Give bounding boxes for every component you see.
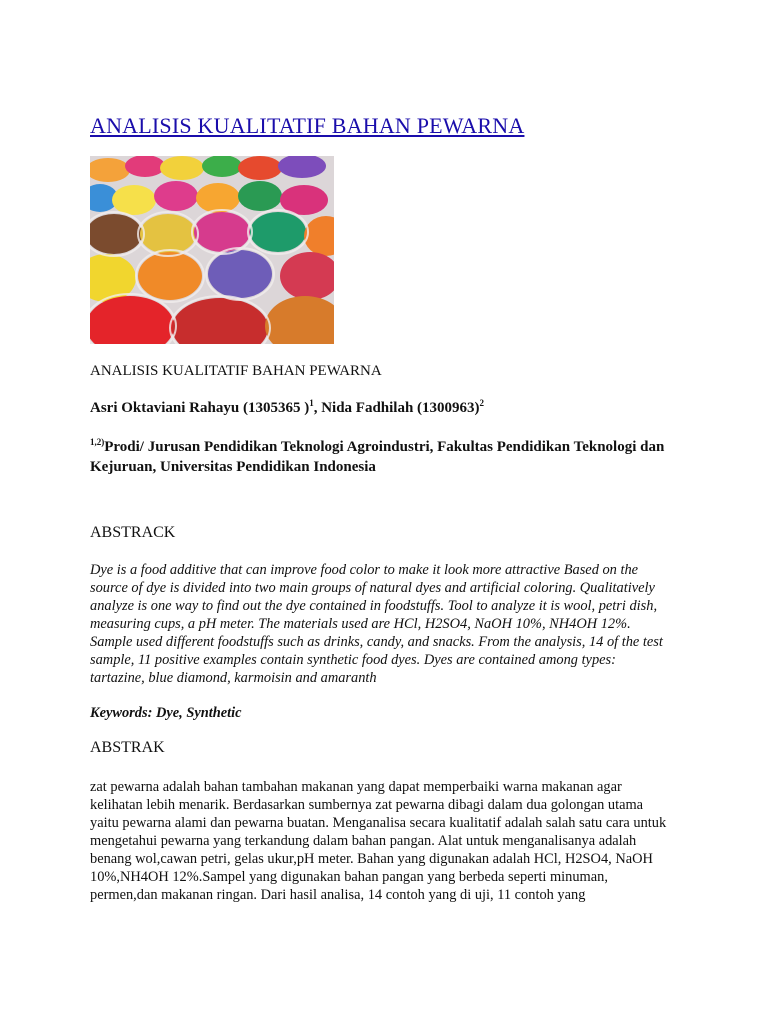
- author-1-sup: 1: [309, 398, 314, 408]
- affiliation: [90, 432, 670, 477]
- abstract-id-body: zat pewarna adalah bahan tambahan makanan yang dapat memperbaiki warna makanan agar kelihatan lebih menarik. Berdasarkan sumbernya zat pewarna dibagi dalam dua golongan utama yaitu pewarna alami dan pewarna buatan. Menganalisa secara kualitatif adalah salah satu cara untuk mengetahui pewarna yang terkandung dalam bahan pangan. Alat untuk menganalisanya adalah benang wol,cawan petri, gelas ukur,pH meter. Bahan yang digunakan adalah HCl, H2SO4, NaOH 10%,NH4OH 12%.Sampel yang digunakan bahan pangan yang berbeda seperti minuman, permen,dan makanan ringan. Dari hasil analisa, 14 contoh yang di uji, 11 contoh yang: [90, 779, 667, 903]
- authors-line: [90, 398, 670, 417]
- abstract-en-body: Dye is a food additive that can improve food color to make it look more attractive Based on the source of dye is divided into two main groups of natural dyes and artificial coloring. Qualitatively analyze is one way to find out the dye contained in foodstuffs. Tool to analyze it is wool, petri dish, measuring cups, a pH meter. The materials used are HCl, H2SO4, NaOH 10%, NH4OH 12%. Sample used different foodstuffs such as drinks, candy, and snacks. From the analysis, 14 of the test sample, 11 positive examples contain synthetic food dyes. Dyes are contained among types: tartazine, blue diamond, karmoisin and amaranth: [90, 562, 663, 686]
- author-2-sup: 2: [479, 398, 485, 408]
- keywords: Keywords: Dye, Synthetic: [90, 705, 242, 721]
- dye-powders-image: [90, 156, 334, 344]
- affiliation-text: Prodi/ Jurusan Pendidikan Teknologi Agroindustri, Fakultas Pendidikan Teknologi dan Kejuruan, Universitas Pendidikan Indonesia: [90, 439, 665, 475]
- page-title-link[interactable]: ANALISIS KUALITATIF BAHAN PEWARNA: [90, 113, 525, 138]
- abstract-id-heading: ABSTRAK: [90, 739, 165, 756]
- document-subtitle: ANALISIS KUALITATIF BAHAN PEWARNA: [90, 363, 382, 379]
- author-1: Asri Oktaviani Rahayu (1305365 ): [90, 400, 310, 416]
- author-2: Nida Fadhilah (1300963): [321, 400, 480, 416]
- abstract-en-heading: ABSTRACK: [90, 524, 176, 541]
- author-separator: ,: [313, 400, 322, 416]
- affiliation-sup: 1,2): [90, 437, 105, 447]
